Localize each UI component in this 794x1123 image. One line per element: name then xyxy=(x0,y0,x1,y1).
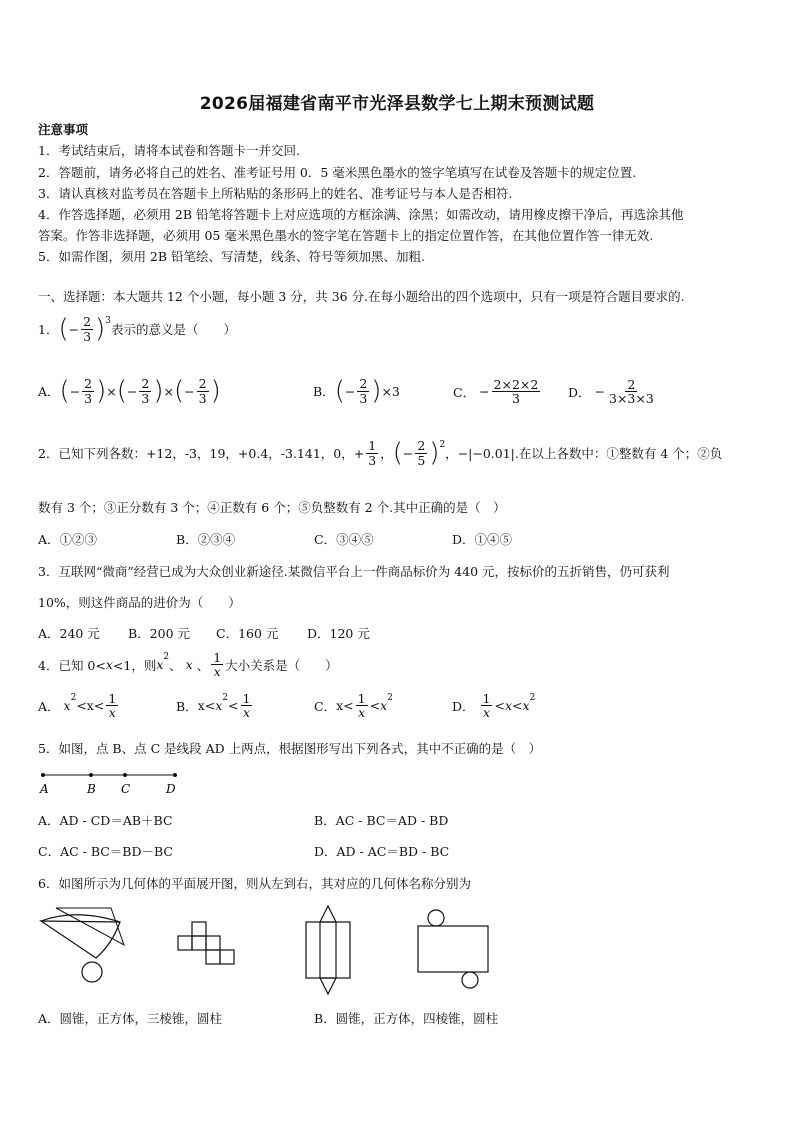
notice-item: 4．作答选择题，必须用 2B 铅笔将答题卡上对应选项的方框涂满、涂黑；如需改动，请用橡皮擦干净后，再选涂其他 xyxy=(38,207,684,222)
prism-net-figure xyxy=(300,902,360,998)
question-5-option: B．AC - BC＝AD - BD xyxy=(314,813,449,828)
question-3-stem-line2: 10%，则这件商品的进价为（ ） xyxy=(38,595,241,610)
notice-item: 2．答题前，请务必将自己的姓名、准考证号用 0．5 毫米黑色墨水的签字笔填写在试卷及答题卡的规定位置. xyxy=(38,165,637,180)
question-5-stem: 5．如图，点 B、点 C 是线段 AD 上两点，根据图形写出下列各式，其中不正确的是（ ） xyxy=(38,741,542,756)
point-a-dot xyxy=(41,773,45,777)
question-4-option-a: A． x 2 < x < $\frac{1}{x}$ xyxy=(38,691,117,721)
question-1-option-b: B． ( − $\frac{2}{3}$ ) ×3 xyxy=(313,376,400,406)
question-6-option: A．圆锥，正方体，三棱锥，圆柱 xyxy=(38,1011,223,1026)
question-1-option-a: A． ( − $\frac{2}{3}$ ) × ( − $\frac{2}{3}$ ) × ( − $\frac{2}{3}$ ) xyxy=(38,376,221,406)
question-1-option-d: D． − $\frac{2}{3\times 3\times 3}$ xyxy=(568,377,654,407)
question-5-option: C．AC - BC＝BD－BC xyxy=(38,844,173,859)
question-3-option: D．120 元 xyxy=(307,626,370,641)
notice-heading: 注意事项 xyxy=(38,122,89,137)
question-1-option-c: C． − $\frac{2\times 2\times 2}{3}$ xyxy=(453,377,539,407)
question-2-option: C．③④⑤ xyxy=(314,532,374,547)
point-label: C xyxy=(121,782,131,796)
question-3-option: A．240 元 xyxy=(38,626,100,641)
question-3-option: B．200 元 xyxy=(128,626,191,641)
question-4-option-d: D． $\frac{1}{x}$ < x < x 2 xyxy=(452,691,536,721)
notice-item: 5．如需作图，须用 2B 铅笔绘、写清楚，线条、符号等须加黑、加粗. xyxy=(38,249,426,264)
question-number: 1． xyxy=(38,322,59,337)
section-heading: 一、选择题：本大题共 12 个小题，每小题 3 分，共 36 分.在每小题给出的四个选项中，只有一项是符合题目要求的. xyxy=(38,289,685,304)
point-d-dot xyxy=(173,773,177,777)
question-6-option: B．圆锥，正方体，四棱锥，圆柱 xyxy=(314,1011,499,1026)
cube-net-figure xyxy=(170,918,250,974)
point-c-dot xyxy=(123,773,127,777)
question-1-stem: 1． ( − $\frac{2}{3}$ ) 3 表示的意义是（ ） xyxy=(38,314,236,344)
question-2-option: A．①②③ xyxy=(38,532,98,547)
segment-diagram xyxy=(36,766,186,796)
notice-item: 3．请认真核对监考员在答题卡上所粘贴的条形码上的姓名、准考证号与本人是否相符. xyxy=(38,186,513,201)
question-3-stem-line1: 3．互联网“微商”经营已成为大众创业新途径.某微信平台上一件商品标价为 440 元，按标价的五折销售，仍可获利 xyxy=(38,564,670,579)
question-2-stem-line1: 2．已知下列各数：+12，-3，19，+0.4，-3.141，0， + $\frac{1}{3}$ ， ( − $\frac{2}{5}$ ) 2 ， −|−0.01| .在以上各数中：①整数有 4 个；②负 xyxy=(38,438,723,468)
question-4-option-c: C． x < $\frac{1}{x}$ < x 2 xyxy=(314,691,393,721)
point-label: D xyxy=(166,782,176,796)
question-2-option: D．①④⑤ xyxy=(452,532,513,547)
page-title: 2026届福建省南平市光泽县数学七上期末预测试题 xyxy=(199,94,595,114)
notice-item: 1．考试结束后，请将本试卷和答题卡一并交回. xyxy=(38,143,300,158)
exponent: 3 xyxy=(105,316,111,326)
question-2-option: B．②③④ xyxy=(176,532,236,547)
question-5-option: D．AD - AC＝BD - BC xyxy=(314,844,450,859)
notice-item: 答案。作答非选择题，必须用 05 毫米黑色墨水的签字笔在答题卡上的指定位置作答，在其他位置作答一律无效. xyxy=(38,228,654,243)
question-3-option: C．160 元 xyxy=(216,626,279,641)
question-5-option: A．AD - CD＝AB＋BC xyxy=(38,813,173,828)
question-4-option-b: B． x < x 2 < $\frac{1}{x}$ xyxy=(176,691,251,721)
cone-net-figure xyxy=(36,900,136,990)
question-6-stem: 6．如图所示为几何体的平面展开图，则从左到右，其对应的几何体名称分别为 xyxy=(38,876,471,891)
point-b-dot xyxy=(89,773,93,777)
cylinder-net-figure xyxy=(412,908,496,992)
point-label: A xyxy=(40,782,49,796)
fraction: $\frac{2}{3}$ xyxy=(83,314,92,344)
question-4-stem: 4．已知 0< x <1，则 x 2 、 x 、 $\frac{1}{x}$ 大小关系是（ ） xyxy=(38,650,338,680)
question-2-stem-line2: 数有 3 个；③正分数有 3 个；④正数有 6 个；⑤负整数有 2 个.其中正确的是（ ） xyxy=(38,500,506,515)
point-label: B xyxy=(87,782,96,796)
